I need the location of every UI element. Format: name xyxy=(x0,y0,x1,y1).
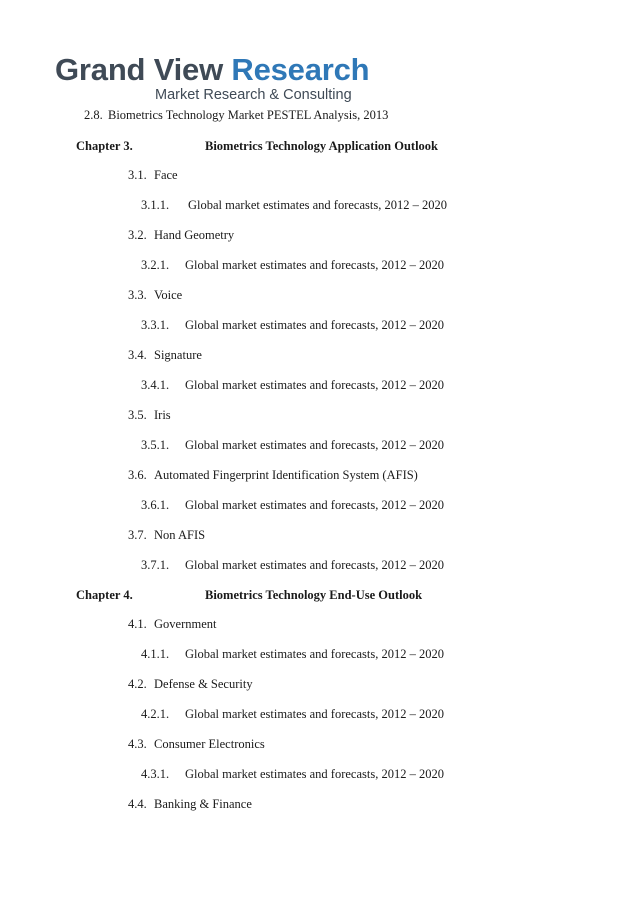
section-number: 4.3. xyxy=(128,737,147,751)
toc-section-3-7 xyxy=(128,527,205,543)
toc-subsection-3-3-1 xyxy=(141,317,444,333)
chapter-number: Chapter 3. xyxy=(76,139,133,153)
toc-section-3-3 xyxy=(128,287,182,303)
subsection-number: 3.1.1. xyxy=(141,198,170,212)
toc-subsection-4-1-1 xyxy=(141,646,444,662)
subsection-title: Global market estimates and forecasts, 2012 – 2020 xyxy=(185,378,444,392)
logo-tagline: Market Research & Consulting xyxy=(155,87,352,103)
subsection-number: 3.7.1. xyxy=(141,558,170,572)
toc-item-2-8 xyxy=(84,107,388,123)
toc-section-4-2 xyxy=(128,676,253,692)
toc-subsection-3-7-1 xyxy=(141,557,444,573)
toc-section-4-3 xyxy=(128,736,265,752)
section-title: Government xyxy=(154,617,217,631)
section-title: Non AFIS xyxy=(154,528,206,542)
toc-section-3-2 xyxy=(128,227,234,243)
section-number: 4.4. xyxy=(128,797,147,811)
subsection-title: Global market estimates and forecasts, 2012 – 2020 xyxy=(185,438,444,452)
section-title: Signature xyxy=(154,348,202,362)
section-title: Voice xyxy=(154,288,183,302)
section-number: 3.5. xyxy=(128,408,147,422)
section-number: 3.4. xyxy=(128,348,147,362)
chapter-title: Biometrics Technology Application Outlook xyxy=(205,139,439,153)
subsection-number: 3.3.1. xyxy=(141,318,170,332)
toc-section-4-1 xyxy=(128,616,216,632)
chapter-heading-4 xyxy=(76,587,422,603)
subsection-title: Global market estimates and forecasts, 2012 – 2020 xyxy=(188,198,447,212)
chapter-heading-3 xyxy=(76,138,438,154)
logo-wordmark xyxy=(55,52,369,88)
section-number: 3.1. xyxy=(128,168,147,182)
toc-section-3-1 xyxy=(128,167,178,183)
section-number: 3.2. xyxy=(128,228,147,242)
section-title: Banking & Finance xyxy=(154,797,252,811)
toc-item-number: 2.8. xyxy=(84,108,103,122)
subsection-title: Global market estimates and forecasts, 2012 – 2020 xyxy=(185,318,444,332)
toc-section-3-6 xyxy=(128,467,418,483)
subsection-title: Global market estimates and forecasts, 2012 – 2020 xyxy=(185,558,444,572)
toc-subsection-3-2-1 xyxy=(141,257,444,273)
section-title: Face xyxy=(154,168,178,182)
toc-subsection-3-1-1 xyxy=(141,197,447,213)
toc-subsection-4-3-1 xyxy=(141,766,444,782)
subsection-number: 3.2.1. xyxy=(141,258,170,272)
toc-subsection-3-5-1 xyxy=(141,437,444,453)
subsection-number: 4.2.1. xyxy=(141,707,170,721)
logo-name-part2: Research xyxy=(231,52,370,87)
section-number: 3.7. xyxy=(128,528,147,542)
section-title: Consumer Electronics xyxy=(154,737,265,751)
toc-section-4-4 xyxy=(128,796,252,812)
company-logo xyxy=(55,52,375,106)
subsection-title: Global market estimates and forecasts, 2012 – 2020 xyxy=(185,258,444,272)
section-title: Hand Geometry xyxy=(154,228,235,242)
section-number: 3.3. xyxy=(128,288,147,302)
toc-subsection-3-4-1 xyxy=(141,377,444,393)
subsection-number: 3.4.1. xyxy=(141,378,170,392)
toc-item-title: Biometrics Technology Market PESTEL Analysis, 2013 xyxy=(108,108,389,122)
toc-subsection-4-2-1 xyxy=(141,706,444,722)
chapter-title: Biometrics Technology End-Use Outlook xyxy=(205,588,423,602)
subsection-number: 4.1.1. xyxy=(141,647,170,661)
subsection-number: 3.5.1. xyxy=(141,438,170,452)
section-title: Iris xyxy=(154,408,171,422)
subsection-title: Global market estimates and forecasts, 2012 – 2020 xyxy=(185,707,444,721)
toc-section-3-4 xyxy=(128,347,202,363)
section-title: Automated Fingerprint Identification System (AFIS) xyxy=(154,468,418,482)
toc-section-3-5 xyxy=(128,407,171,423)
subsection-title: Global market estimates and forecasts, 2012 – 2020 xyxy=(185,647,444,661)
section-number: 3.6. xyxy=(128,468,147,482)
section-number: 4.2. xyxy=(128,677,147,691)
logo-name-part1: Grand View xyxy=(55,52,232,87)
subsection-number: 4.3.1. xyxy=(141,767,170,781)
chapter-number: Chapter 4. xyxy=(76,588,133,602)
subsection-title: Global market estimates and forecasts, 2012 – 2020 xyxy=(185,767,444,781)
section-number: 4.1. xyxy=(128,617,147,631)
section-title: Defense & Security xyxy=(154,677,253,691)
subsection-title: Global market estimates and forecasts, 2012 – 2020 xyxy=(185,498,444,512)
subsection-number: 3.6.1. xyxy=(141,498,170,512)
toc-subsection-3-6-1 xyxy=(141,497,444,513)
